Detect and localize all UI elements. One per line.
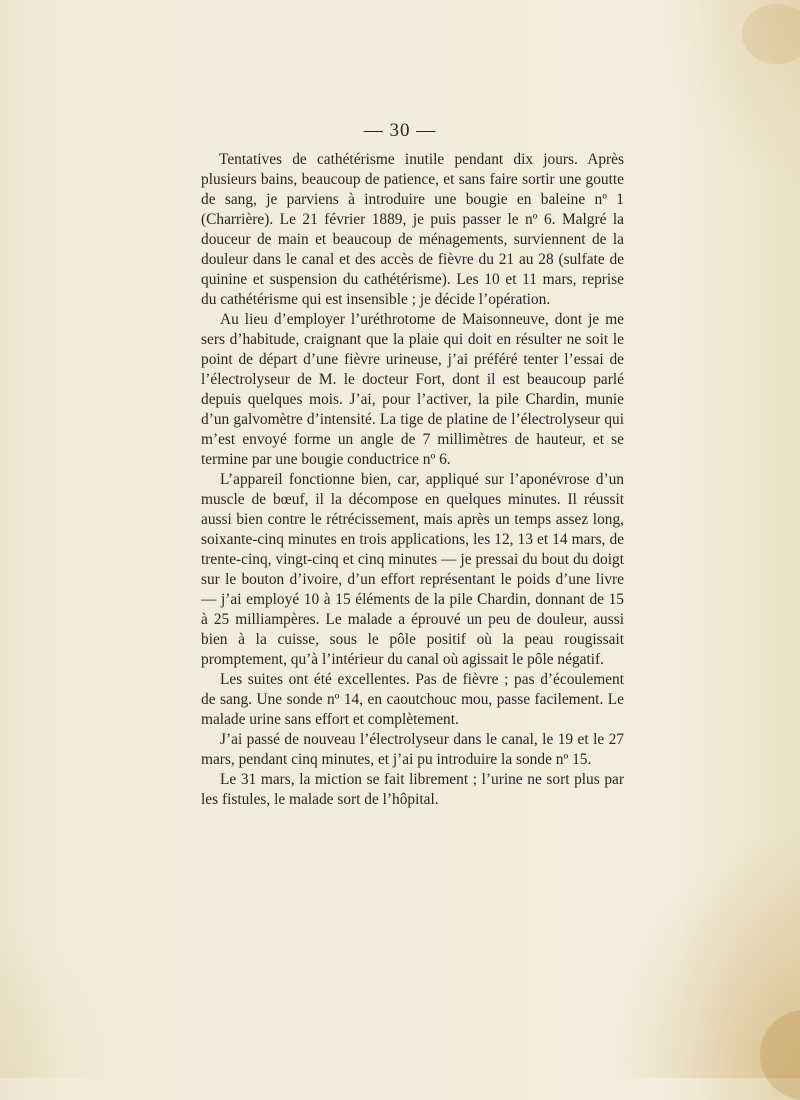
paper-stain bbox=[760, 1010, 800, 1100]
paragraph: L’appareil fonctionne bien, car, appliqué sur l’aponévrose d’un muscle de bœuf, il la décompose en quelques minutes. Il réussit aussi bien contre le rétrécissement, mais après un temps assez long, soixante-cinq minutes en trois applications, les 12, 13 et 14 mars, de trente-cinq, vingt-cinq et cinq minutes — je pressai du bout du doigt sur le bouton d’ivoire, d’un effort représentant le poids d’une livre — j’ai employé 10 à 15 éléments de la pile Chardin, donnant de 15 à 25 milliampères. Le malade a éprouvé un peu de douleur, aussi bien à la cuisse, sous le pôle positif où la peau rougissait promptement, qu’à l’intérieur du canal où agissait le pôle négatif. bbox=[201, 471, 624, 668]
body-text bbox=[201, 150, 624, 810]
paragraph: Au lieu d’employer l’uréthrotome de Maisonneuve, dont je me sers d’habitude, craignant que la plaie qui doit en résulter ne soit le point de départ d’une fièvre urineuse, j’ai préféré tenter l’essai de l’électrolyseur de M. le docteur Fort, dont il est beaucoup parlé depuis quelques mois. J’ai, pour l’activer, la pile Chardin, munie d’un galvomètre d’intensité. La tige de platine de l’électrolyseur qui m’est envoyé forme un angle de 7 millimètres de hauteur, et se termine par une bougie conductrice nº 6. bbox=[201, 311, 624, 468]
paragraph: Tentatives de cathétérisme inutile pendant dix jours. Après plusieurs bains, beaucoup de patience, et sans faire sortir une goutte de sang, je parviens à introduire une bougie en baleine nº 1 (Charrière). Le 21 février 1889, je puis passer le nº 6. Malgré la douceur de main et beaucoup de ménagements, surviennent de la douleur dans le canal et des accès de fièvre du 21 au 28 (sulfate de quinine et suspension du cathétérisme). Les 10 et 11 mars, reprise du cathétérisme qui est insensible ; je décide l’opération. bbox=[201, 151, 624, 308]
paragraph: Le 31 mars, la miction se fait librement ; l’urine ne sort plus par les fistules, le malade sort de l’hôpital. bbox=[201, 771, 624, 808]
paragraph: J’ai passé de nouveau l’électrolyseur dans le canal, le 19 et le 27 mars, pendant cinq minutes, et j’ai pu introduire la sonde nº 15. bbox=[201, 731, 624, 768]
paragraph: Les suites ont été excellentes. Pas de fièvre ; pas d’écoulement de sang. Une sonde nº 14, en caoutchouc mou, passe facilement. Le malade urine sans effort et complètement. bbox=[201, 671, 624, 728]
paper-stain bbox=[742, 4, 800, 64]
page-number: — 30 — bbox=[363, 120, 437, 141]
